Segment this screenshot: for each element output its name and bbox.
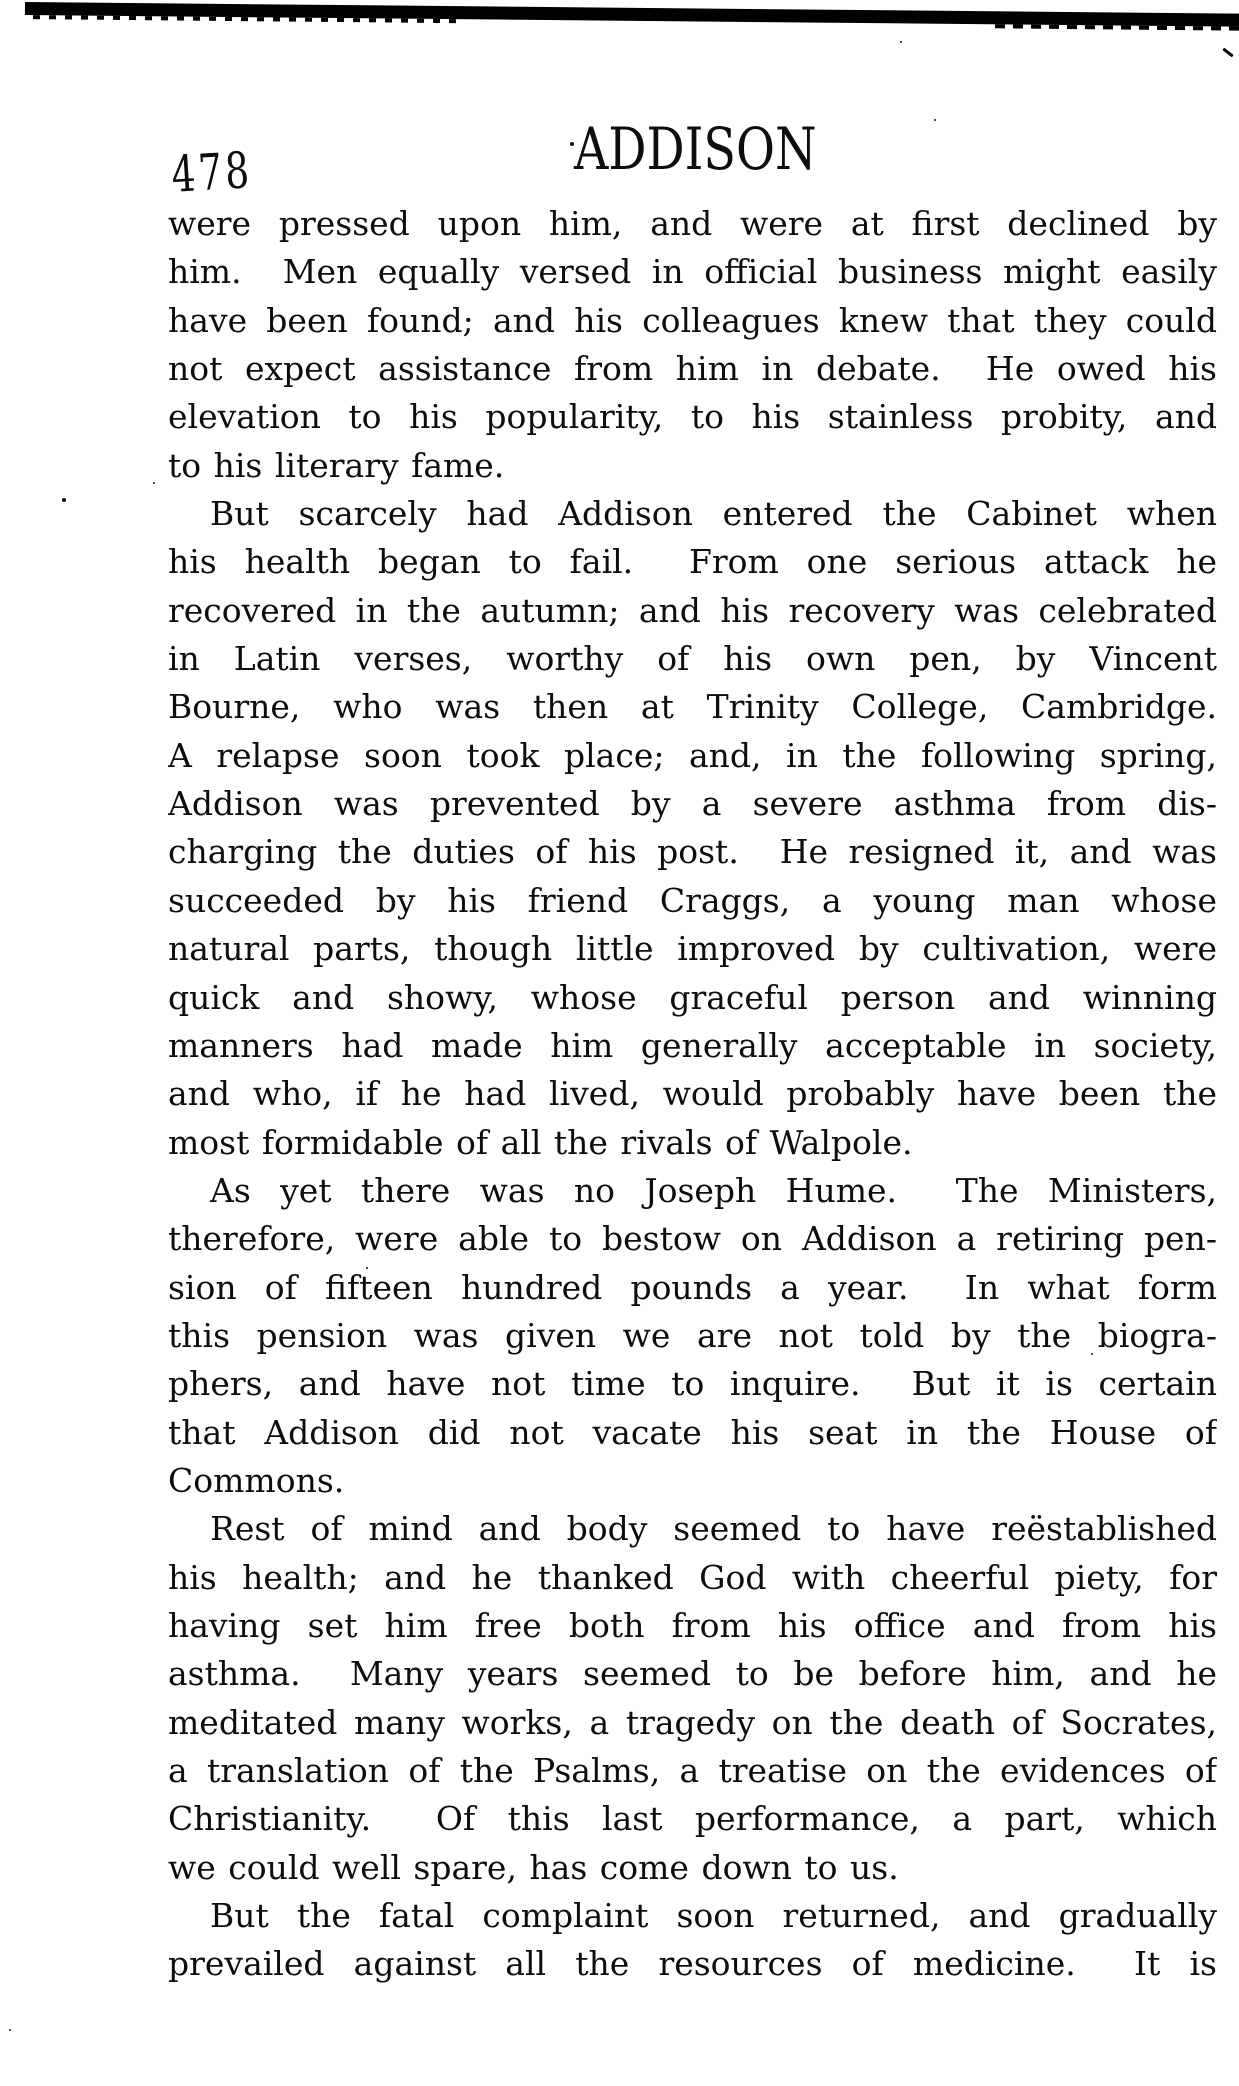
text-line: Addison was prevented by a severe asthma from dis- bbox=[168, 784, 1217, 824]
text-line: Commons. bbox=[168, 1460, 345, 1500]
text-line: were pressed upon him, and were at first declined by bbox=[168, 204, 1217, 243]
running-header-title: ADDISON bbox=[574, 115, 817, 183]
text-line: in Latin verses, worthy of his own pen, by Vincent bbox=[168, 639, 1217, 679]
text-line: manners had made him generally acceptable in society, bbox=[168, 1025, 1217, 1065]
text-line: Christianity. Of this last performance, a part, which bbox=[168, 1799, 1217, 1839]
text-line: elevation to his popularity, to his stainless probity, and bbox=[168, 397, 1217, 437]
text-line: sion of fifteen hundred pounds a year. In what form bbox=[168, 1267, 1217, 1307]
text-line: therefore, were able to bestow on Addison a retiring pen- bbox=[168, 1219, 1217, 1259]
text-line: most formidable of all the rivals of Walpole. bbox=[168, 1122, 913, 1162]
text-line: a translation of the Psalms, a treatise on the evidences of bbox=[168, 1751, 1217, 1790]
text-line: prevailed against all the resources of medicine. It is bbox=[168, 1944, 1217, 1984]
text-line: asthma. Many years seemed to be before him, and he bbox=[168, 1654, 1217, 1694]
text-line: his health; and he thanked God with cheerful piety, for bbox=[168, 1557, 1217, 1597]
text-line: recovered in the autumn; and his recovery was celebrated bbox=[168, 590, 1217, 630]
text-line: him. Men equally versed in official business might easily bbox=[168, 252, 1217, 292]
text-line: natural parts, though little improved by cultivation, were bbox=[168, 929, 1217, 969]
text-line: this pension was given we are not told by the biogra- bbox=[168, 1315, 1217, 1355]
text-line: his health began to fail. From one serious attack he bbox=[168, 542, 1217, 582]
text-line: Bourne, who was then at Trinity College, Cambridge. bbox=[168, 687, 1217, 727]
text-line: have been found; and his colleagues knew that they could bbox=[168, 300, 1217, 340]
page-body bbox=[168, 200, 1217, 1989]
text-line: But scarcely had Addison entered the Cabinet when bbox=[210, 494, 1217, 534]
text-line: meditated many works, a tragedy on the death of Socrates, bbox=[168, 1702, 1217, 1742]
text-line: phers, and have not time to inquire. But it is certain bbox=[168, 1364, 1217, 1404]
text-line: charging the duties of his post. He resigned it, and was bbox=[168, 832, 1217, 872]
page-number: 478 bbox=[169, 141, 254, 204]
text-line: that Addison did not vacate his seat in the House of bbox=[168, 1412, 1217, 1452]
text-line: As yet there was no Joseph Hume. The Ministers, bbox=[210, 1170, 1217, 1210]
scan-artifact-tick-mark bbox=[1222, 48, 1233, 58]
text-line: having set him free both from his office and from his bbox=[168, 1605, 1217, 1645]
text-line: quick and showy, whose graceful person and winning bbox=[168, 977, 1217, 1017]
text-line: not expect assistance from him in debate. He owed his bbox=[168, 349, 1217, 389]
text-line: A relapse soon took place; and, in the following spring, bbox=[168, 735, 1217, 775]
scan-artifact-top-bar bbox=[25, 2, 1239, 27]
text-line: Rest of mind and body seemed to have reëstablished bbox=[210, 1509, 1217, 1549]
text-line: we could well spare, has come down to us. bbox=[168, 1847, 899, 1887]
text-line: and who, if he had lived, would probably have been the bbox=[168, 1074, 1217, 1114]
text-line: But the fatal complaint soon returned, and gradually bbox=[210, 1896, 1217, 1936]
text-line: succeeded by his friend Craggs, a young man whose bbox=[168, 880, 1217, 920]
text-line: to his literary fame. bbox=[168, 445, 505, 485]
